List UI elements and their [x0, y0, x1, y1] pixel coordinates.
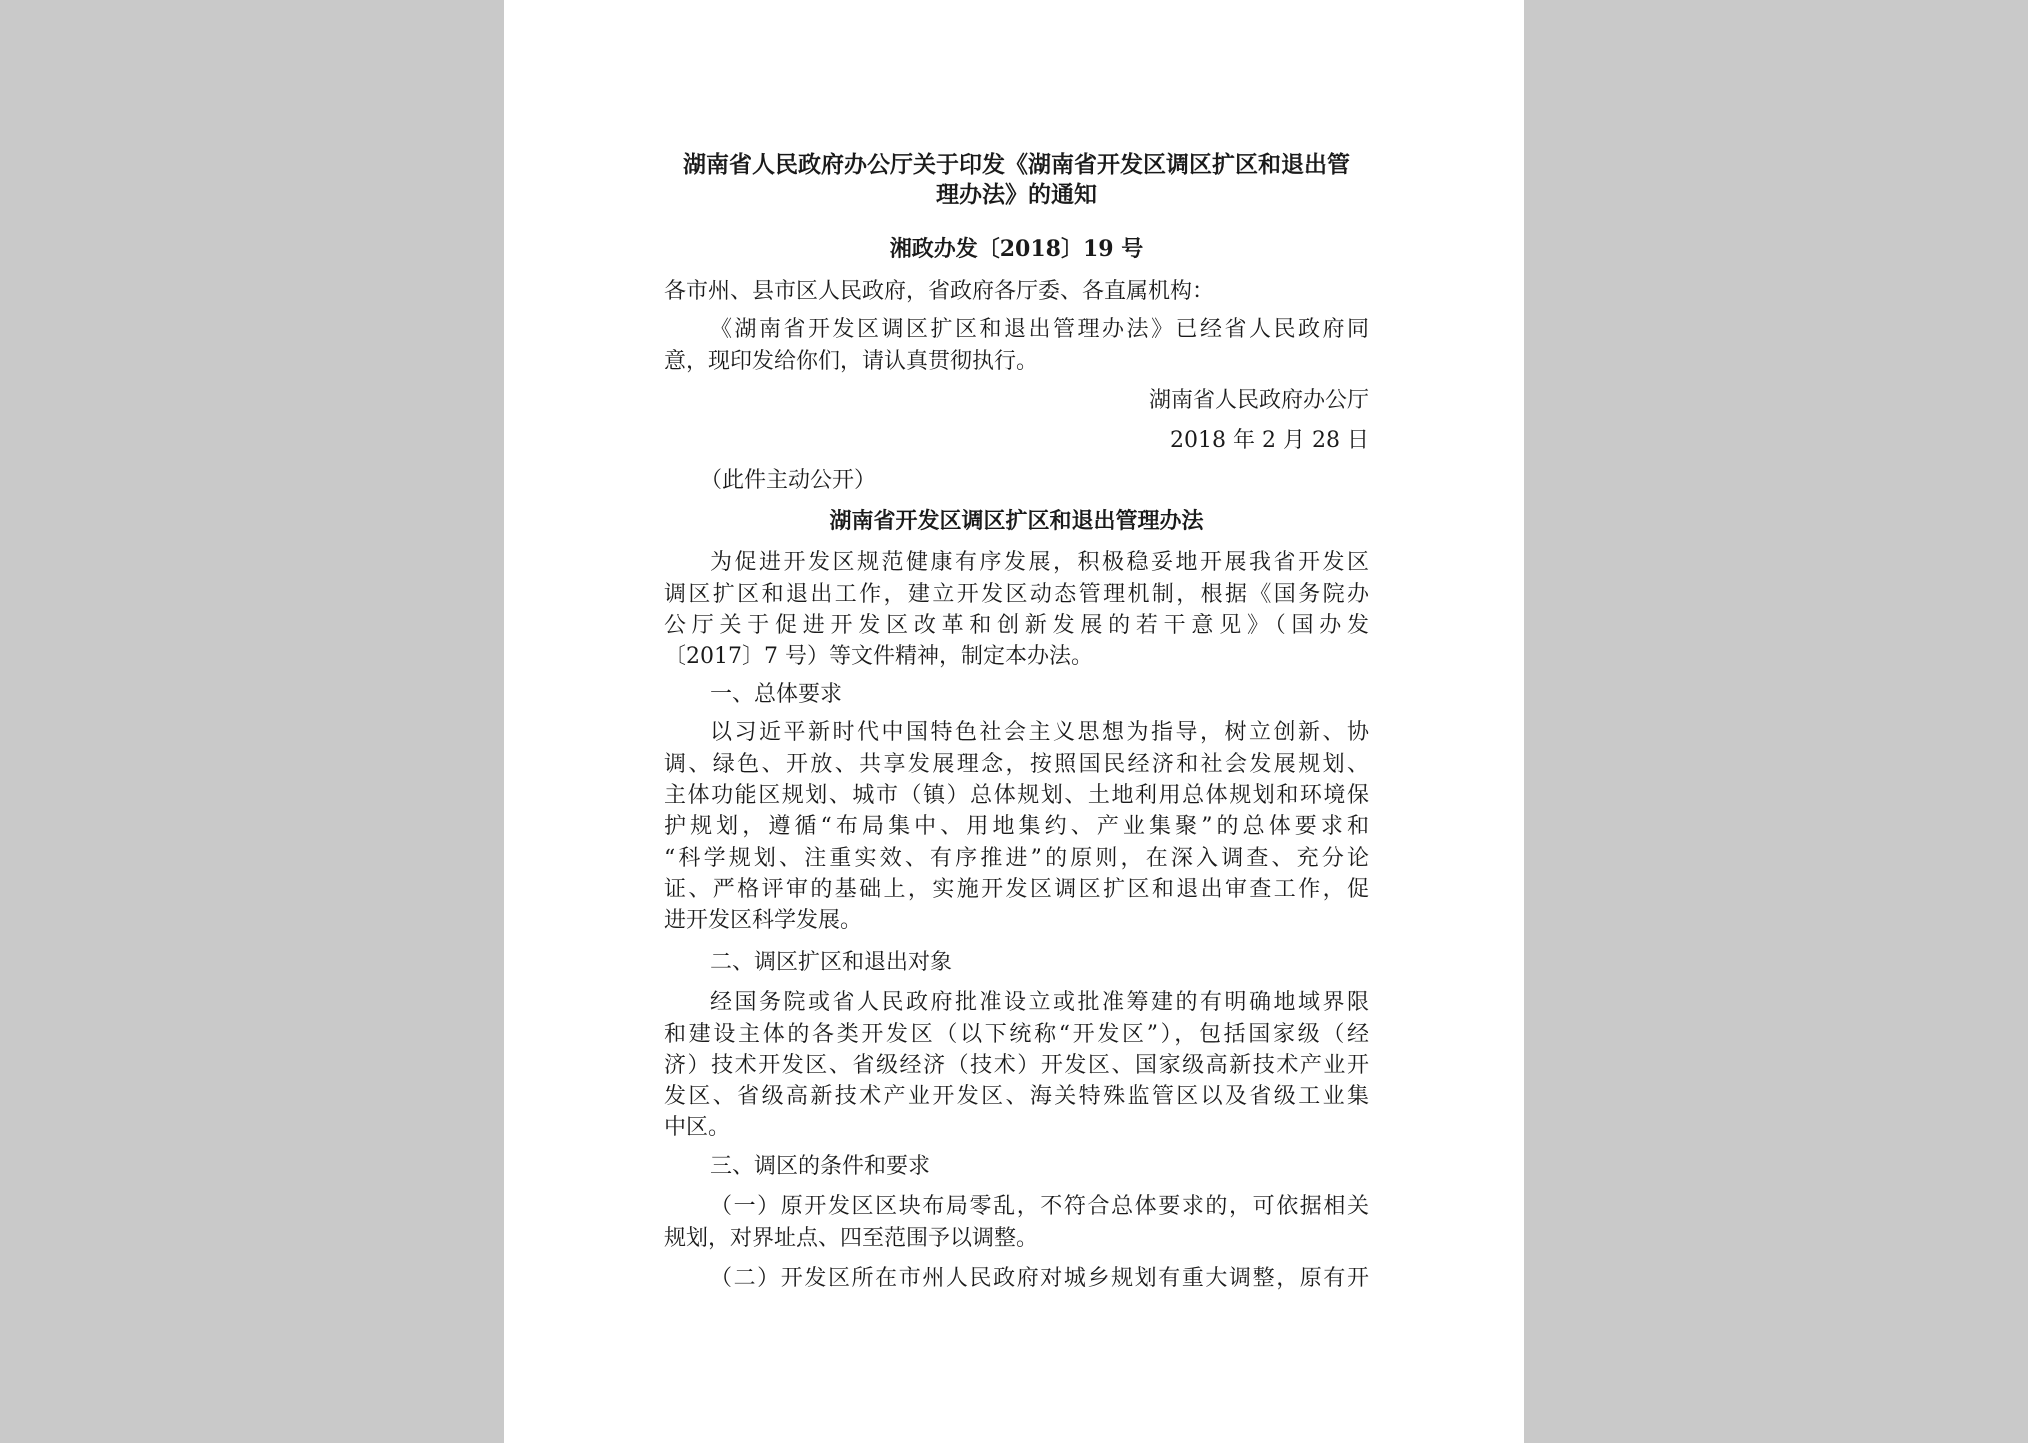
section1-line: 护规划，遵循“布局集中、用地集约、产业集聚”的总体要求和: [664, 814, 1369, 839]
disclosure-note: （此件主动公开）: [700, 468, 877, 493]
issuer: 湖南省人民政府办公厅: [1148, 388, 1369, 413]
section1-line: 以习近平新时代中国特色社会主义思想为指导，树立创新、协: [710, 720, 1369, 745]
intro-line: 〔2017〕7 号）等文件精神，制定本办法。: [664, 644, 1093, 669]
notice-title-line-2: 理办法》的通知: [936, 181, 1097, 208]
notice-title-line-1: 湖南省人民政府办公厅关于印发《湖南省开发区调区扩区和退出管: [683, 151, 1350, 178]
intro-line: 公厅关于促进开发区改革和创新发展的若干意见》（国办发: [664, 613, 1369, 638]
notice-body-line: 意，现印发给你们，请认真贯彻执行。: [664, 349, 1039, 374]
item1-line: （一）原开发区区块布局零乱，不符合总体要求的，可依据相关: [710, 1194, 1369, 1219]
issue-date: 2018 年 2 月 28 日: [1170, 428, 1369, 453]
section2-line: 中区。: [664, 1115, 731, 1140]
section1-line: 主体功能区规划、城市（镇）总体规划、土地利用总体规划和环境保: [664, 783, 1369, 808]
intro-line: 为促进开发区规范健康有序发展，积极稳妥地开展我省开发区: [710, 550, 1369, 575]
section-heading-3: 三、调区的条件和要求: [710, 1154, 931, 1179]
section-heading-1: 一、总体要求: [710, 682, 843, 707]
addressee: 各市州、县市区人民政府，省政府各厅委、各直属机构：: [664, 279, 1215, 304]
section-heading-2: 二、调区扩区和退出对象: [710, 950, 953, 975]
section2-line: 发区、省级高新技术产业开发区、海关特殊监管区以及省级工业集: [664, 1084, 1369, 1109]
item1-line: 规划，对界址点、四至范围予以调整。: [664, 1226, 1039, 1251]
section1-line: 证、严格评审的基础上，实施开发区调区扩区和退出审查工作，促: [664, 877, 1369, 902]
document-number: 湘政办发〔2018〕19 号: [889, 236, 1144, 262]
regulation-title: 湖南省开发区调区扩区和退出管理办法: [829, 508, 1204, 534]
section2-line: 和建设主体的各类开发区（以下统称“开发区”），包括国家级（经: [664, 1022, 1369, 1047]
section2-line: 经国务院或省人民政府批准设立或批准筹建的有明确地域界限: [710, 990, 1369, 1015]
intro-line: 调区扩区和退出工作，建立开发区动态管理机制，根据《国务院办: [664, 582, 1369, 607]
notice-body-line: 《湖南省开发区调区扩区和退出管理办法》已经省人民政府同: [710, 317, 1369, 342]
section1-line: “科学规划、注重实效、有序推进”的原则，在深入调查、充分论: [664, 846, 1369, 871]
document-page: [504, 0, 1524, 1443]
section2-line: 济）技术开发区、省级经济（技术）开发区、国家级高新技术产业开: [664, 1053, 1369, 1078]
item2-line: （二）开发区所在市州人民政府对城乡规划有重大调整，原有开: [710, 1266, 1369, 1291]
section1-line: 进开发区科学发展。: [664, 908, 863, 933]
section1-line: 调、绿色、开放、共享发展理念，按照国民经济和社会发展规划、: [664, 752, 1369, 777]
